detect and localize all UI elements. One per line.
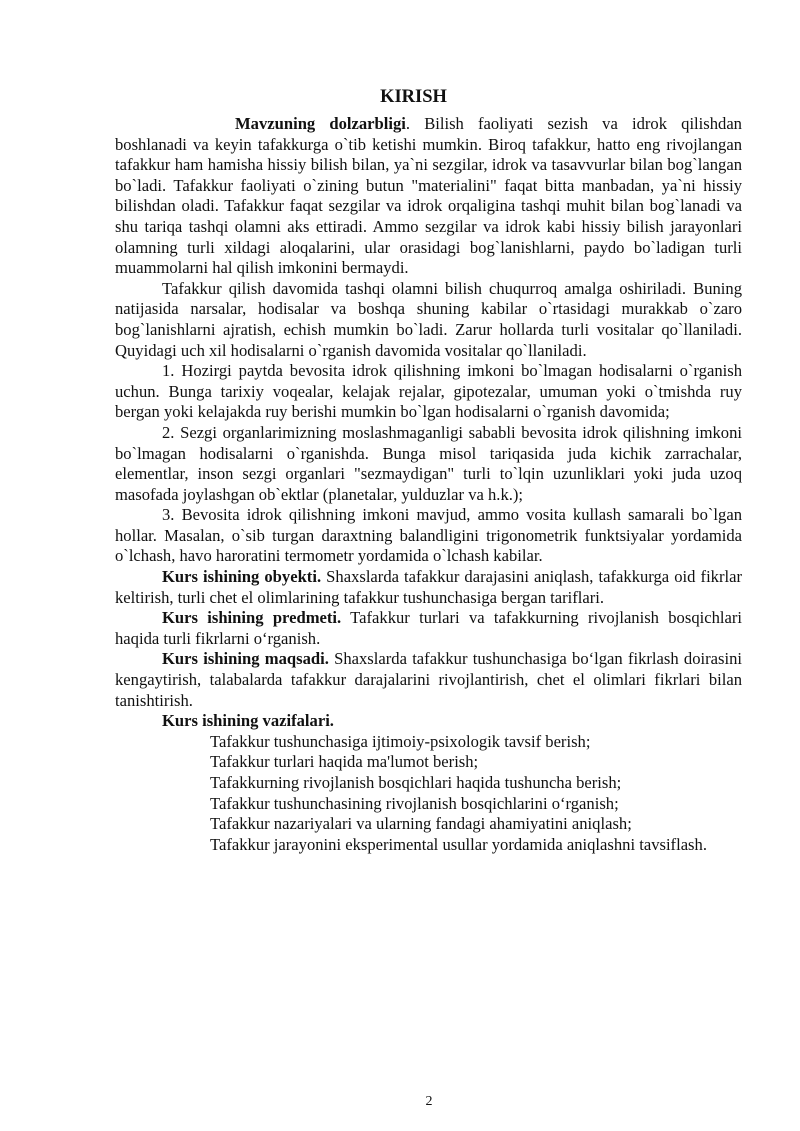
task-item: Tafakkur turlari haqida ma'lumot berish; — [210, 752, 479, 772]
task-item: Tafakkur tushunchasiga ijtimoiy-psixologik tavsif berish; — [210, 731, 591, 751]
relevance-paragraph — [115, 114, 742, 279]
list-item-2: 2. Sezgi organlarimizning moslashmaganligi sababli bevosita idrok qilishning imkoni bo`lmagan hodisalarni o`rganishda. Bunga misol tariqasida juda kichik zarrachalar, elementlar, inson sezgi organlari "sezmaydigan" turli to`lqin uzunliklari yoki juda uzoq masofada joylashgan ob`ektlar (planetalar, yulduzlar va h.k.); — [115, 422, 742, 504]
page-number: 2 — [425, 1094, 433, 1109]
task-item: Tafakkur jarayonini eksperimental usullar yordamida aniqlashni tavsiflash. — [210, 834, 707, 854]
page-title: KIRISH — [380, 87, 447, 107]
task-item: Tafakkur nazariyalari va ularning fandagi ahamiyatini aniqlash; — [210, 814, 632, 834]
task-item: Tafakkurning rivojlanish bosqichlari haqida tushuncha berish; — [210, 773, 622, 792]
list-item-1: 1. Hozirgi paytda bevosita idrok qilishning imkoni bo`lmagan hodisalarni o`rganish uchun. Bunga tarixiy voqealar, kelajak rejalar, gipotezalar, umuman yoki o`tmishda ruy bergan yoki kelajakda ruy berishi mumkin bo`lgan hodisalarni o`rganish davomida; — [115, 361, 742, 422]
object-text: Shaxslarda tafakkur darajasini aniqlash, tafakkurga oid fikrlar keltirish, turli chet el olimlarining tafakkur tushunchasiga bergan tariflari. — [115, 567, 742, 607]
tasks-list — [115, 732, 742, 856]
subject-text: Tafakkur turlari va tafakkurning rivojlanish bosqichlari haqida turli fikrlarni o‘rganish. — [115, 608, 742, 648]
object-label: Kurs ishining obyekti. — [162, 567, 322, 587]
subject-label: Kurs ishining predmeti. — [162, 608, 342, 628]
task-item: Tafakkur tushunchasining rivojlanish bosqichlarini o‘rganish; — [210, 793, 619, 813]
tasks-heading: Kurs ishining vazifalari. — [162, 711, 334, 731]
list-item-3: 3. Bevosita idrok qilishning imkoni mavjud, ammo vosita kullash samarali bo`lgan hollar. Masalan, o`sib turgan daraxtning balandligini trigonometrik funktsiyalar yordamida o`lchash, havo haroratini termometr yordamida o`lchash kabilar. — [115, 505, 742, 566]
relevance-text: . Bilish faoliyati sezish va idrok qilishdan boshlanadi va keyin tafakkurga o`tib ketishi mumkin. Biroq tafakkur, hatto eng rivojlangan tafakkur ham hamisha hissiy bilish bilan, ya`ni sezgilar, idrok va tasavvurlar bilan bog`langan bo`ladi. Tafakkur faoliyati o`zining butun "materialini" faqat bitta manbadan, ya`ni hissiy bilishdan oladi. Tafakkur faqat sezgilar va idrok orqaligina tashqi muhit bilan bog`lanadi va shu tariqa tashqi olamni aks ettiradi. Ammo sezgilar va idrok kabi hissiy bilish jarayonlari olamning turli xildagi aloqalarini, ular orasidagi bog`lanishlarni, paydo bo`ladigan turli muammolarni hal qilish imkonini bermaydi. — [115, 114, 742, 278]
subject-paragraph — [115, 608, 742, 649]
object-paragraph — [115, 567, 742, 608]
goal-text: Shaxslarda tafakkur tushunchasiga bo‘lgan fikrlash doirasini kengaytirish, talabalarda tafakkur darajalarini rivojlantirish, chet el olimlari fikrlari bilan tanishtirish. — [115, 649, 742, 710]
goal-label: Kurs ishining maqsadi. — [162, 649, 329, 669]
goal-paragraph — [115, 649, 742, 711]
paragraph-2: Tafakkur qilish davomida tashqi olamni bilish chuqurroq amalga oshiriladi. Buning natijasida narsalar, hodisalar va boshqa shuning kabilar o`rtasidagi murakkab o`zaro bog`lanishlarni ajratish, echish mumkin bo`ladi. Zarur hollarda turli vositalar qo`llaniladi. Quyidagi uch xil hodisalarni o`rganish davomida vositalar qo`llaniladi. — [115, 278, 742, 360]
relevance-label: Mavzuning dolzarbligi — [235, 114, 406, 133]
